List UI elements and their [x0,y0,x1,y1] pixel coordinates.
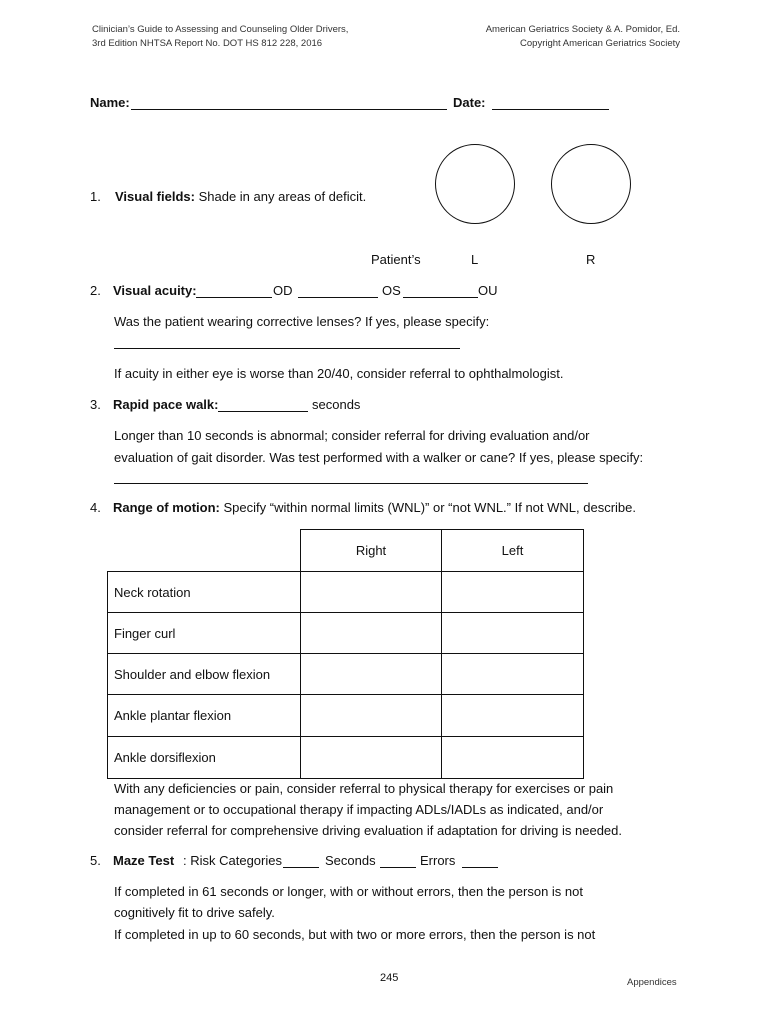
item2-number: 2. [90,283,101,298]
risk-categories-label: : Risk Categories [183,853,282,868]
row-label-neck-rotation: Neck rotation [108,572,301,613]
item1-text [115,189,366,205]
maze-seconds-label: Seconds [325,853,376,868]
cell-finger-left[interactable] [442,613,584,654]
cell-plantar-right[interactable] [301,695,442,737]
item2-title: Visual acuity: [113,283,197,298]
name-label: Name: [90,95,130,110]
walker-field[interactable] [114,483,588,484]
rom-note-line2: management or to occupational therapy if impacting ADLs/IADLs as indicated, and/or [114,802,604,817]
cell-shoulder-left[interactable] [442,654,584,695]
maze-note-line2: cognitively fit to drive safely. [114,905,275,920]
cell-dorsi-right[interactable] [301,737,442,779]
risk-category-field[interactable] [283,867,319,868]
table-row [108,695,584,737]
header-right [486,23,680,51]
table-header-row [108,530,584,572]
item4-text [113,500,636,516]
row-label-shoulder-elbow: Shoulder and elbow flexion [108,654,301,695]
table-row [108,737,584,779]
item3-number: 3. [90,397,101,412]
lenses-field[interactable] [114,348,460,349]
cell-plantar-left[interactable] [442,695,584,737]
item5-number: 5. [90,853,101,868]
header-left-line1: Clinician’s Guide to Assessing and Counseling Older Drivers, [92,24,349,35]
lenses-question: Was the patient wearing corrective lenses? If yes, please specify: [114,314,490,329]
header-right-line1: American Geriatrics Society & A. Pomidor, Ed. [485,24,680,35]
walk-note-line1: Longer than 10 seconds is abnormal; consider referral for driving evaluation and/or [114,428,590,443]
item4-instructions: Specify “within normal limits (WNL)” or “not WNL.” If not WNL, describe. [223,500,636,515]
cell-dorsi-left[interactable] [442,737,584,779]
cell-neck-left[interactable] [442,572,584,613]
table-corner [108,530,301,572]
item1-number: 1. [90,189,101,204]
maze-note-line1: If completed in 61 seconds or longer, with or without errors, then the person is not [114,884,583,899]
walk-seconds-field[interactable] [218,411,308,412]
right-eye-circle[interactable] [551,144,631,224]
walk-seconds-unit: seconds [312,397,361,412]
cell-shoulder-right[interactable] [301,654,442,695]
os-field[interactable] [298,297,378,298]
name-field[interactable] [131,109,447,110]
rom-note-line1: With any deficiencies or pain, consider referral to physical therapy for exercises or pain [114,781,614,796]
maze-errors-field[interactable] [462,867,498,868]
table-row [108,613,584,654]
ou-label: OU [478,283,498,298]
od-label: OD [273,283,293,298]
item4-title: Range of motion: [113,500,220,515]
date-label: Date: [453,95,486,110]
cell-finger-right[interactable] [301,613,442,654]
maze-seconds-field[interactable] [380,867,416,868]
right-eye-label: R [586,252,596,267]
row-label-ankle-dorsiflexion: Ankle dorsiflexion [108,737,301,779]
acuity-note: If acuity in either eye is worse than 20/40, consider referral to ophthalmologist. [114,366,564,381]
item4-number: 4. [90,500,101,515]
item3-title: Rapid pace walk: [113,397,219,412]
item5-title: Maze Test [113,853,175,868]
ou-field[interactable] [403,297,478,298]
maze-note-line3: If completed in up to 60 seconds, but with two or more errors, then the person is not [114,927,596,942]
od-field[interactable] [196,297,272,298]
walk-note-line2: evaluation of gait disorder. Was test performed with a walker or cane? If yes, please specify: [114,450,644,465]
row-label-ankle-plantar: Ankle plantar flexion [108,695,301,737]
table-row [108,572,584,613]
left-eye-label: L [471,252,479,267]
header-left-line2: 3rd Edition NHTSA Report No. DOT HS 812 228, 2016 [92,38,323,49]
left-eye-circle[interactable] [435,144,515,224]
range-of-motion-table [107,529,584,779]
header-left [92,23,348,51]
maze-errors-label: Errors [420,853,456,868]
rom-note-line3: consider referral for comprehensive driving evaluation if adaptation for driving is needed. [114,823,623,838]
cell-neck-right[interactable] [301,572,442,613]
item1-instructions: Shade in any areas of deficit. [198,189,367,204]
date-field[interactable] [492,109,609,110]
row-label-finger-curl: Finger curl [108,613,301,654]
table-row [108,654,584,695]
col-header-right: Right [301,530,442,572]
page-number: 245 [380,972,399,984]
header-right-line2: Copyright American Geriatrics Society [520,38,680,49]
col-header-left: Left [442,530,584,572]
patients-label: Patient’s [371,252,421,267]
footer-section: Appendices [627,977,677,988]
os-label: OS [382,283,401,298]
item1-title: Visual fields: [115,189,195,204]
